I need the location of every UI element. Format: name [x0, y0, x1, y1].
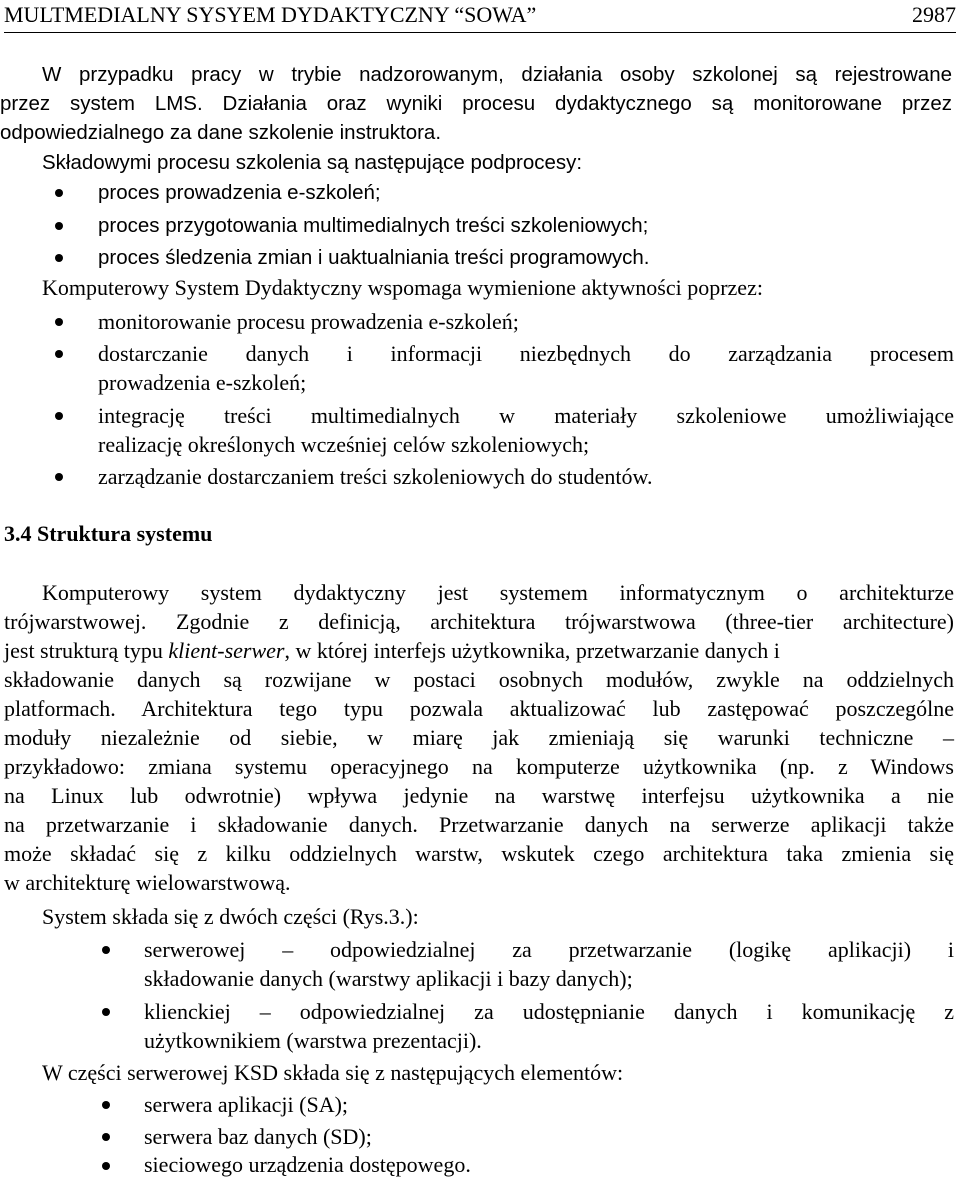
- server-part-lead: W części serwerowej KSD składa się z następujących elementów:: [42, 1060, 624, 1085]
- section-heading: 3.4 Struktura systemu: [4, 521, 213, 546]
- paragraph-line: może składać się z kilku oddzielnych warstw, wskutek czego architektura taka zmienia się: [4, 841, 954, 866]
- bullet: [102, 1133, 110, 1141]
- paragraph-line: platformach. Architektura tego typu pozwala aktualizować lub zastępować poszczególne: [4, 696, 954, 721]
- parts-lead: System składa się z dwóch części (Rys.3.):: [42, 904, 419, 929]
- list-item: monitorowanie procesu prowadzenia e-szkoleń;: [98, 309, 519, 334]
- paragraph-line: [4, 638, 954, 664]
- paragraph-text: jest strukturą typu: [4, 638, 169, 663]
- list-item: zarządzanie dostarczaniem treści szkoleniowych do studentów.: [98, 464, 653, 489]
- header-title: MULTMEDIALNY SYSYEM DYDAKTYCZNY “SOWA”: [4, 2, 537, 27]
- paragraph-line: przykładowo: zmiana systemu operacyjnego na komputerze użytkownika (np. z Windows: [4, 754, 954, 779]
- list-item-continuation: użytkownikiem (warstwa prezentacji).: [144, 1028, 482, 1053]
- paragraph-line: Komputerowy system dydaktyczny jest systemem informatycznym o architekturze: [42, 580, 954, 605]
- list-item: serwera baz danych (SD);: [144, 1124, 372, 1149]
- paragraph-line: składowanie danych są rozwijane w postaci osobnych modułów, zwykle na oddzielnych: [4, 667, 954, 692]
- list-item-continuation: składowanie danych (warstwy aplikacji i bazy danych);: [144, 966, 633, 991]
- support-lead: Komputerowy System Dydaktyczny wspomaga wymienione aktywności poprzez:: [42, 275, 763, 300]
- list-item: proces przygotowania multimedialnych treści szkoleniowych;: [98, 214, 649, 237]
- intro-line: odpowiedzialnego za dane szkolenie instruktora.: [0, 121, 442, 144]
- bullet: [102, 1101, 110, 1109]
- bullet: [102, 1008, 110, 1016]
- list-item: klienckiej – odpowiedzialnej za udostępnianie danych i komunikację z: [144, 999, 954, 1024]
- bullet: [55, 350, 63, 358]
- paragraph-line: w architekturę wielowarstwową.: [4, 870, 291, 895]
- bullet: [55, 222, 63, 230]
- subprocesses-lead: Składowymi procesu szkolenia są następujące podprocesy:: [42, 151, 583, 174]
- paragraph-line: na Linux lub odwrotnie) wpływa jedynie na warstwę interfejsu użytkownika a nie: [4, 783, 954, 808]
- list-item: integrację treści multimedialnych w materiały szkoleniowe umożliwiające: [98, 403, 954, 428]
- bullet: [102, 1162, 110, 1170]
- bullet: [55, 473, 63, 481]
- running-header: [4, 0, 956, 33]
- list-item: serwera aplikacji (SA);: [144, 1092, 349, 1117]
- page-number: 2987: [912, 2, 956, 27]
- bullet: [55, 189, 63, 197]
- list-item: sieciowego urządzenia dostępowego.: [144, 1152, 471, 1177]
- paragraph-line: moduły niezależnie od siebie, w miarę jak zmieniają się warunki techniczne –: [4, 725, 954, 750]
- intro-line: przez system LMS. Działania oraz wyniki procesu dydaktycznego są monitorowane przez: [0, 92, 952, 115]
- italic-term: klient-serwer: [168, 638, 285, 663]
- paragraph-text: , w której interfejs użytkownika, przetwarzanie danych i: [284, 638, 780, 663]
- bullet: [102, 946, 110, 954]
- paragraph-line: na przetwarzanie i składowanie danych. Przetwarzanie danych na serwerze aplikacji także: [4, 812, 954, 837]
- paragraph-line: trójwarstwowej. Zgodnie z definicją, architektura trójwarstwowa (three-tier architecture): [4, 609, 954, 634]
- list-item-continuation: realizację określonych wcześniej celów szkoleniowych;: [98, 432, 590, 457]
- list-item: dostarczanie danych i informacji niezbędnych do zarządzania procesem: [98, 341, 954, 366]
- bullet: [55, 254, 63, 262]
- bullet: [55, 318, 63, 326]
- bullet: [55, 412, 63, 420]
- list-item-continuation: prowadzenia e-szkoleń;: [98, 370, 307, 395]
- list-item: proces prowadzenia e-szkoleń;: [98, 181, 381, 204]
- intro-line: W przypadku pracy w trybie nadzorowanym, działania osoby szkolonej są rejestrowane: [42, 63, 952, 86]
- list-item: serwerowej – odpowiedzialnej za przetwarzanie (logikę aplikacji) i: [144, 937, 954, 962]
- list-item: proces śledzenia zmian i uaktualniania treści programowych.: [98, 246, 650, 269]
